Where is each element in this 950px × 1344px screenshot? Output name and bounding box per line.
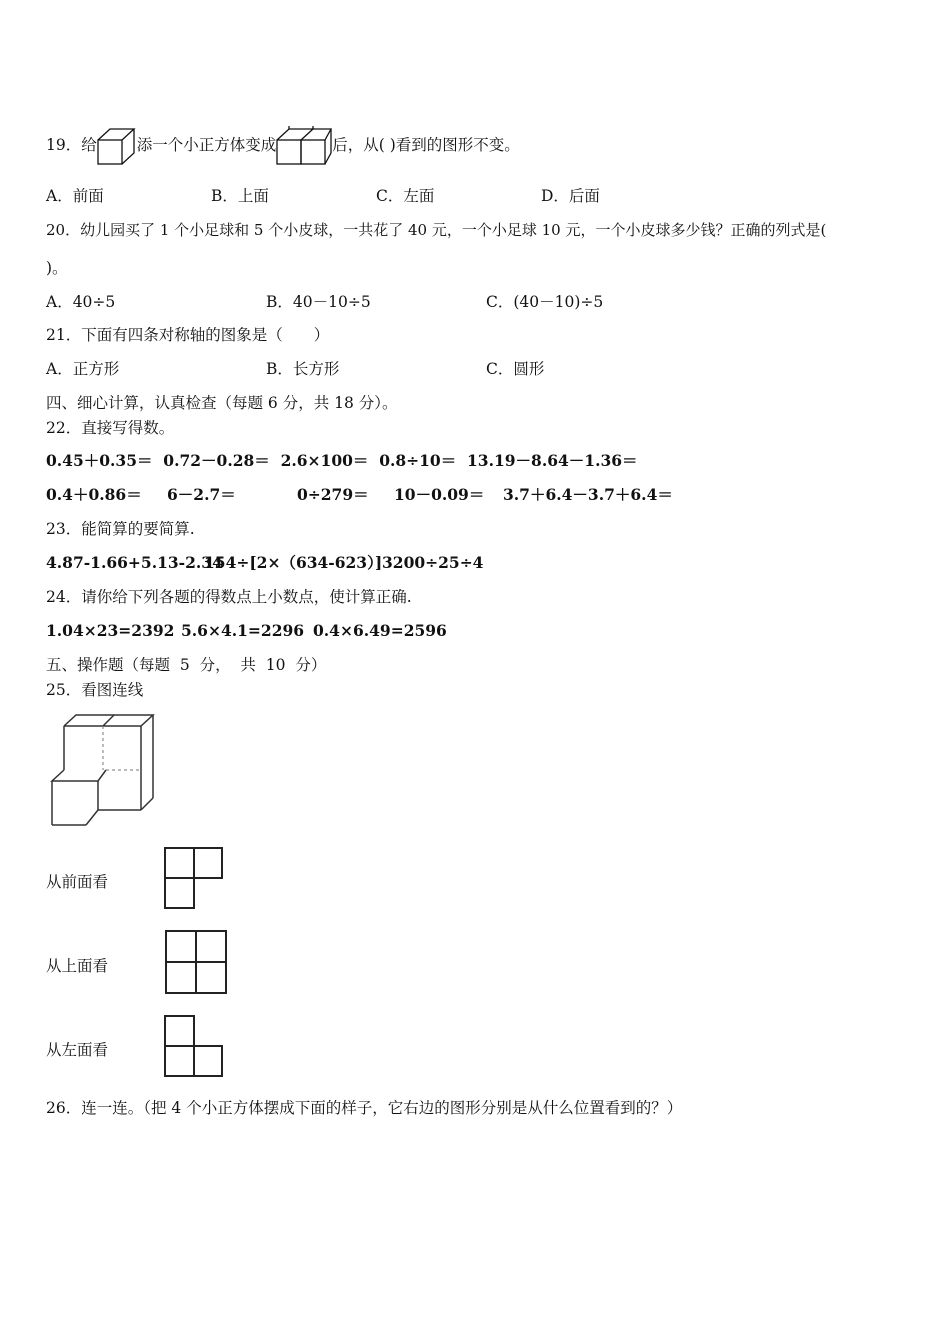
q20-option-a[interactable]: A．40÷5 [46, 293, 116, 311]
q19-option-a[interactable]: A．前面 [46, 187, 104, 205]
q19-middle: 添一个小正方体变成 [136, 136, 277, 154]
q24-item-3: 0.4×6.49=2596 [313, 621, 447, 640]
q22-item-3: 0÷279＝ [297, 485, 369, 504]
q22-row1: 0.45＋0.35＝ 0.72－0.28＝ 2.6×100＝ 0.8÷10＝ 13.19－8.64－1.36＝ [46, 451, 638, 470]
top-view-figure[interactable] [163, 928, 229, 996]
q21-text: 21．下面有四条对称轴的图象是（ ） [46, 326, 330, 344]
q19-option-d[interactable]: D．后面 [541, 187, 600, 205]
q21-option-b[interactable]: B．长方形 [266, 360, 340, 378]
q26-text: 26．连一连。（把 4 个小正方体摆成下面的样子，它右边的图形分别是从什么位置看到的？） [46, 1099, 683, 1117]
q24-item-1: 1.04×23=2392 [46, 621, 175, 640]
q22-item-5: 3.7＋6.4－3.7＋6.4＝ [503, 485, 673, 504]
q20-option-c[interactable]: C．(40－10)÷5 [486, 293, 604, 311]
view-label-front: 从前面看 [46, 873, 109, 891]
front-view-figure[interactable] [163, 846, 225, 912]
q21-option-a[interactable]: A．正方形 [46, 360, 120, 378]
q23-item-1: 4.87-1.66+5.13-2.34 [46, 553, 223, 572]
q21-option-c[interactable]: C．圆形 [486, 360, 545, 378]
left-view-figure[interactable] [163, 1014, 225, 1080]
view-label-top: 从上面看 [46, 957, 109, 975]
q22-item-2: 6－2.7＝ [167, 485, 236, 504]
three-cube-figure [276, 126, 332, 166]
section-5-heading: 五、操作题（每题 5 分， 共 10 分） [46, 656, 327, 674]
q23-item-3: 3200÷25÷4 [382, 553, 484, 572]
q22-text: 22．直接写得数。 [46, 419, 175, 437]
view-label-left: 从左面看 [46, 1041, 109, 1059]
q24-text: 24．请你给下列各题的得数点上小数点，使计算正确. [46, 588, 412, 606]
section-4-heading: 四、细心计算，认真检查（每题 6 分，共 18 分）。 [46, 394, 398, 412]
two-cube-figure [97, 126, 137, 166]
q19-option-c[interactable]: C．左面 [376, 187, 435, 205]
q19-option-b[interactable]: B．上面 [211, 187, 269, 205]
q22-item-4: 10－0.09＝ [394, 485, 485, 504]
q20-text-line2: )。 [46, 259, 68, 277]
q19-number: 19．给 [46, 136, 97, 154]
q22-item-1: 0.4＋0.86＝ [46, 485, 142, 504]
q20-option-b[interactable]: B．40－10÷5 [266, 293, 371, 311]
question-19 [46, 126, 520, 166]
q23-item-2: 154÷[2×（634-623）] [204, 553, 383, 572]
q25-text: 25．看图连线 [46, 681, 144, 699]
q24-item-2: 5.6×4.1=2296 [181, 621, 305, 640]
q20-text-line1: 20．幼儿园买了 1 个小足球和 5 个小皮球，一共花了 40 元，一个小足球 10 元，一个小皮球多少钱？正确的列式是( [46, 221, 827, 239]
q25-solid-figure [46, 710, 158, 828]
q19-end: 后，从( )看到的图形不变。 [332, 136, 520, 154]
q23-text: 23．能简算的要简算. [46, 520, 195, 538]
